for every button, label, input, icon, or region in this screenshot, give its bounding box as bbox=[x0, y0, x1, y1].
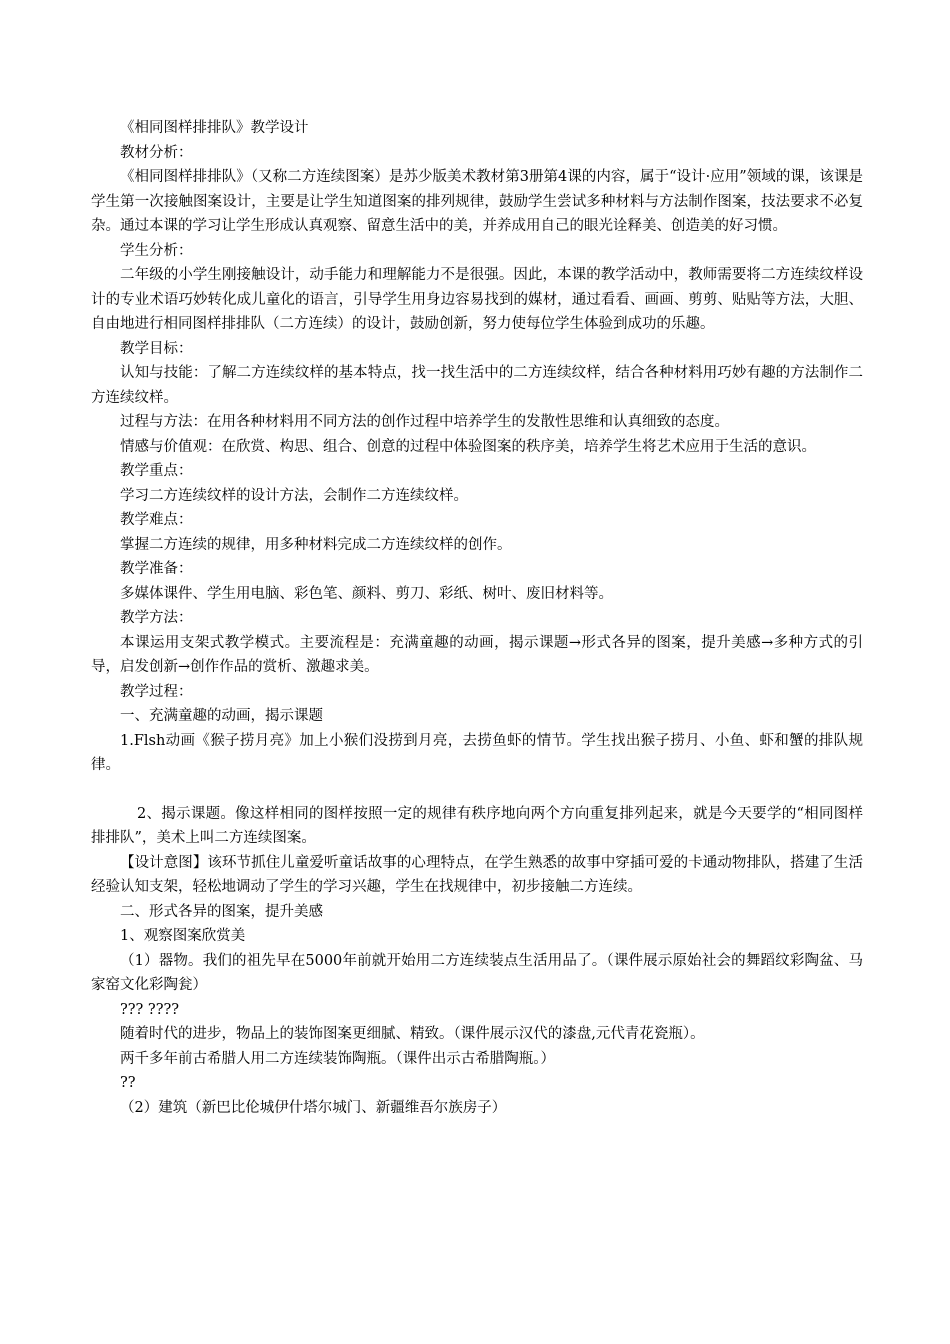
heading-student-analysis: 学生分析： bbox=[120, 242, 193, 259]
paragraph-material-analysis: 《相同图样排排队》（又称二方连续图案）是苏少版美术教材第3册第4课的内容，属于“设计·应用”领域的课，该课是学生第一次接触图案设计，主要是让学生知道图案的排列规律，鼓励学生尝试多种材料与方法制作图案，技法要求不必复杂。通过本课的学习让学生形成认真观察、留意生活中的美，并养成用自己的眼光诠释美、创造美的好习惯。 bbox=[91, 169, 863, 234]
paragraph-key-points: 学习二方连续纹样的设计方法，会制作二方连续纹样。 bbox=[120, 487, 468, 504]
paragraph-method: 本课运用支架式教学模式。主要流程是：充满童趣的动画，揭示课题→形式各异的图案，提升美感→多种方式的引导，启发创新→创作作品的赏析、激趣求美。 bbox=[91, 634, 863, 675]
heading-key-points: 教学重点： bbox=[120, 463, 193, 479]
placeholder-marks-2: ?? bbox=[120, 1075, 136, 1091]
paragraph-greek: 两千多年前古希腊人用二方连续装饰陶瓶。（课件出示古希腊陶瓶。） bbox=[120, 1050, 555, 1067]
paragraph-era: 随着时代的进步，物品上的装饰图案更细腻、精致。（课件展示汉代的漆盘,元代青花瓷瓶）。 bbox=[120, 1026, 705, 1042]
placeholder-marks-1: ??? ???? bbox=[120, 1001, 180, 1018]
paragraph-preparation: 多媒体课件、学生用电脑、彩色笔、颜料、剪刀、彩纸、树叶、废旧材料等。 bbox=[120, 585, 613, 602]
heading-process: 教学过程： bbox=[120, 683, 193, 700]
heading-difficulties: 教学难点： bbox=[120, 512, 193, 528]
paragraph-design-intent: 【设计意图】该环节抓住儿童爱听童话故事的心理特点，在学生熟悉的故事中穿插可爱的卡通动物排队，搭建了生活经验认知支架，轻松地调动了学生的学习兴趣，学生在找规律中，初步接触二方连续。 bbox=[91, 854, 863, 895]
paragraph-student-analysis: 二年级的小学生刚接触设计，动手能力和理解能力不是很强。因此，本课的教学活动中，教师需要将二方连续纹样设计的专业术语巧妙转化成儿童化的语言，引导学生用身边容易找到的媒材，通过看看、画画、剪剪、贴贴等方法，大胆、自由地进行相同图样排排队（二方连续）的设计，鼓励创新，努力使每位学生体验到成功的乐趣。 bbox=[91, 267, 863, 332]
paragraph-step-1: 1.Flsh动画《猴子捞月亮》加上小猴们没捞到月亮，去捞鱼虾的情节。学生找出猴子捞月、小鱼、虾和蟹的排队规律。 bbox=[91, 732, 863, 773]
blank-line bbox=[120, 778, 863, 802]
heading-teaching-goals: 教学目标： bbox=[120, 340, 193, 357]
paragraph-goal-emotion: 情感与价值观：在欣赏、构思、组合、创意的过程中体验图案的秩序美，培养学生将艺术应用于生活的意识。 bbox=[120, 438, 816, 455]
section-two-title: 二、形式各异的图案，提升美感 bbox=[120, 903, 323, 920]
subsection-observe: 1、观察图案欣赏美 bbox=[120, 928, 246, 944]
document-title: 《相同图样排排队》教学设计 bbox=[120, 120, 309, 136]
paragraph-step-2: 2、揭示课题。像这样相同的图样按照一定的规律有秩序地向两个方向重复排列起来，就是今天要学的“相同图样排排队”，美术上叫二方连续图案。 bbox=[91, 805, 863, 846]
paragraph-architecture: （2）建筑（新巴比伦城伊什塔尔城门、新疆维吾尔族房子） bbox=[120, 1099, 507, 1116]
paragraph-goal-knowledge: 认知与技能：了解二方连续纹样的基本特点，找一找生活中的二方连续纹样，结合各种材料用巧妙有趣的方法制作二方连续纹样。 bbox=[91, 365, 863, 406]
paragraph-goal-process: 过程与方法：在用各种材料用不同方法的创作过程中培养学生的发散性思维和认真细致的态度。 bbox=[120, 414, 729, 430]
paragraph-vessels: （1）器物。我们的祖先早在5000年前就开始用二方连续装点生活用品了。（课件展示原始社会的舞蹈纹彩陶盆、马家窑文化彩陶瓮） bbox=[91, 952, 863, 993]
document-body bbox=[91, 116, 863, 1120]
paragraph-difficulties: 掌握二方连续的规律，用多种材料完成二方连续纹样的创作。 bbox=[120, 536, 512, 553]
heading-preparation: 教学准备： bbox=[120, 561, 193, 577]
section-one-title: 一、充满童趣的动画，揭示课题 bbox=[120, 708, 323, 724]
heading-material-analysis: 教材分析： bbox=[120, 144, 193, 161]
heading-method: 教学方法： bbox=[120, 610, 193, 626]
